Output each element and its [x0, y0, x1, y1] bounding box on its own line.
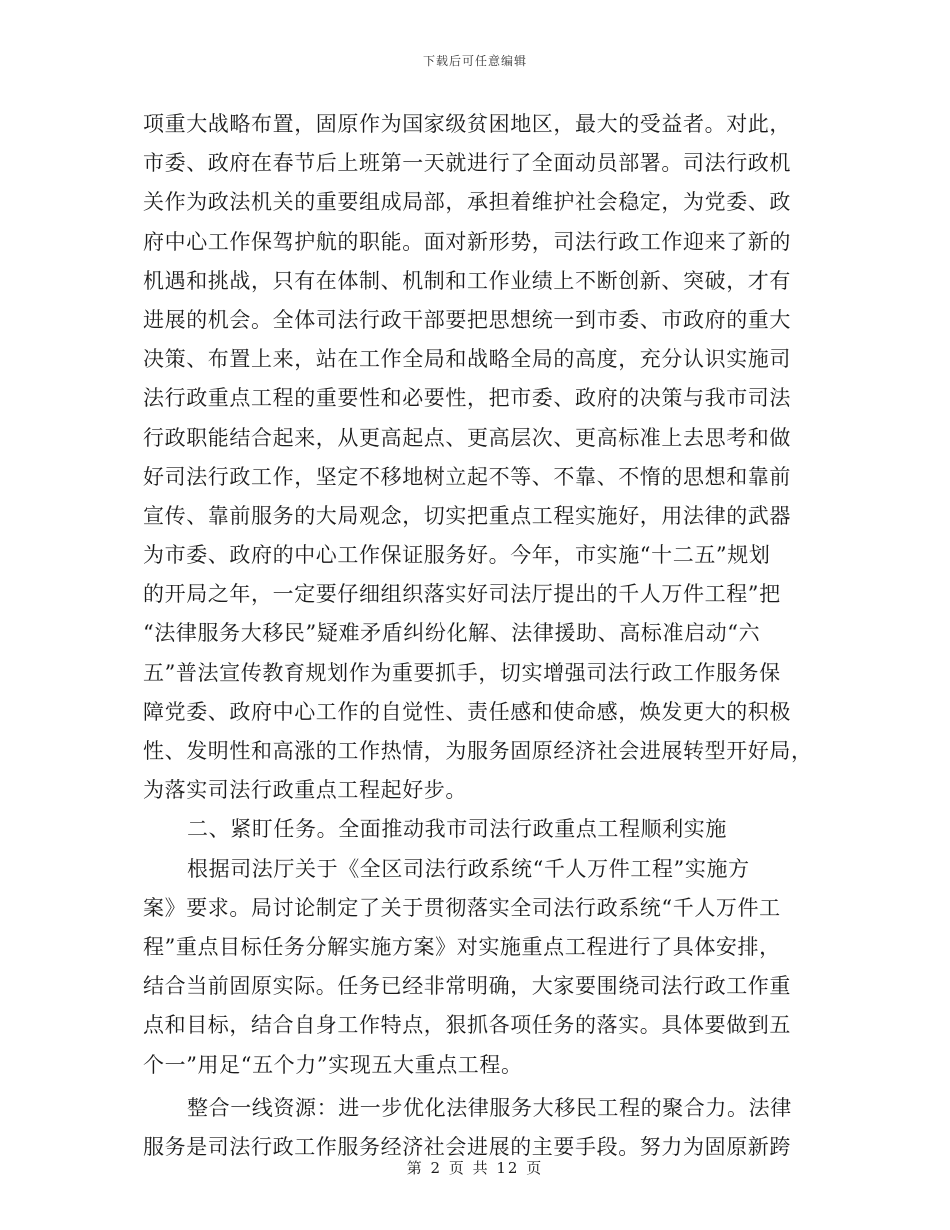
document-body: [143, 105, 811, 1167]
page-header: 下载后可任意编辑: [422, 54, 527, 68]
text-line: 的开局之年，一定要仔细组织落实好司法厅提出的千人万件工程”把: [143, 582, 781, 607]
text-line: 五”普法宣传教育规划作为重要抓手，切实增强司法行政工作服务保: [143, 660, 781, 685]
paragraph-first-line: 根据司法厅关于《全区司法行政系统“千人万件工程”实施方: [187, 856, 750, 881]
text-line: 个一”用足“五个力”实现五大重点工程。: [143, 1052, 523, 1077]
text-line: “法律服务大移民”疑难矛盾纠纷化解、法律援助、高标准启动“六: [143, 621, 761, 646]
page-number-footer: 第 2 页 共 12 页: [406, 1159, 544, 1177]
text-line: 案》要求。局讨论制定了关于贯彻落实全司法行政系统“千人万件工: [143, 895, 781, 920]
text-line: 行政职能结合起来，从更高起点、更高层次、更高标准上去思考和做: [143, 425, 791, 450]
text-line: 市委、政府在春节后上班第一天就进行了全面动员部署。司法行政机: [143, 151, 791, 176]
text-line: 程”重点目标任务分解实施方案》对实施重点工程进行了具体安排，: [143, 934, 781, 959]
text-line: 为落实司法行政重点工程起好步。: [143, 778, 467, 803]
text-line: 好司法行政工作，坚定不移地树立起不等、不靠、不惰的思想和靠前: [143, 464, 791, 489]
text-line: 法行政重点工程的重要性和必要性，把市委、政府的决策与我市司法: [143, 386, 791, 411]
text-line: 结合当前固原实际。任务已经非常明确，大家要围绕司法行政工作重: [143, 974, 791, 999]
text-line: 机遇和挑战，只有在体制、机制和工作业绩上不断创新、突破，才有: [143, 268, 791, 293]
text-line: 宣传、靠前服务的大局观念，切实把重点工程实施好，用法律的武器: [143, 503, 791, 528]
text-line: 点和目标，结合自身工作特点，狠抓各项任务的落实。具体要做到五: [143, 1013, 791, 1038]
text-line: 进展的机会。全体司法行政干部要把思想统一到市委、市政府的重大: [143, 307, 791, 332]
text-line: 服务是司法行政工作服务经济社会进展的主要手段。努力为固原新跨: [143, 1134, 791, 1159]
text-line: 府中心工作保驾护航的职能。面对新形势，司法行政工作迎来了新的: [143, 229, 791, 254]
text-line: 决策、布置上来，站在工作全局和战略全局的高度，充分认识实施司: [143, 347, 791, 372]
text-line: 为市委、政府的中心工作保证服务好。今年，市实施“十二五”规划: [143, 543, 771, 568]
text-line: 障党委、政府中心工作的自觉性、责任感和使命感，焕发更大的积极: [143, 699, 791, 724]
text-line: 关作为政法机关的重要组成局部，承担着维护社会稳定，为党委、政: [143, 190, 791, 215]
text-line: 性、发明性和高涨的工作热情，为服务固原经济社会进展转型开好局，: [143, 739, 813, 763]
section-heading: 二、紧盯任务。全面推动我市司法行政重点工程顺利实施: [187, 817, 727, 842]
text-line: 项重大战略布置，固原作为国家级贫困地区，最大的受益者。对此，: [143, 112, 791, 136]
paragraph-first-line: 整合一线资源：进一步优化法律服务大移民工程的聚合力。法律: [187, 1095, 792, 1120]
